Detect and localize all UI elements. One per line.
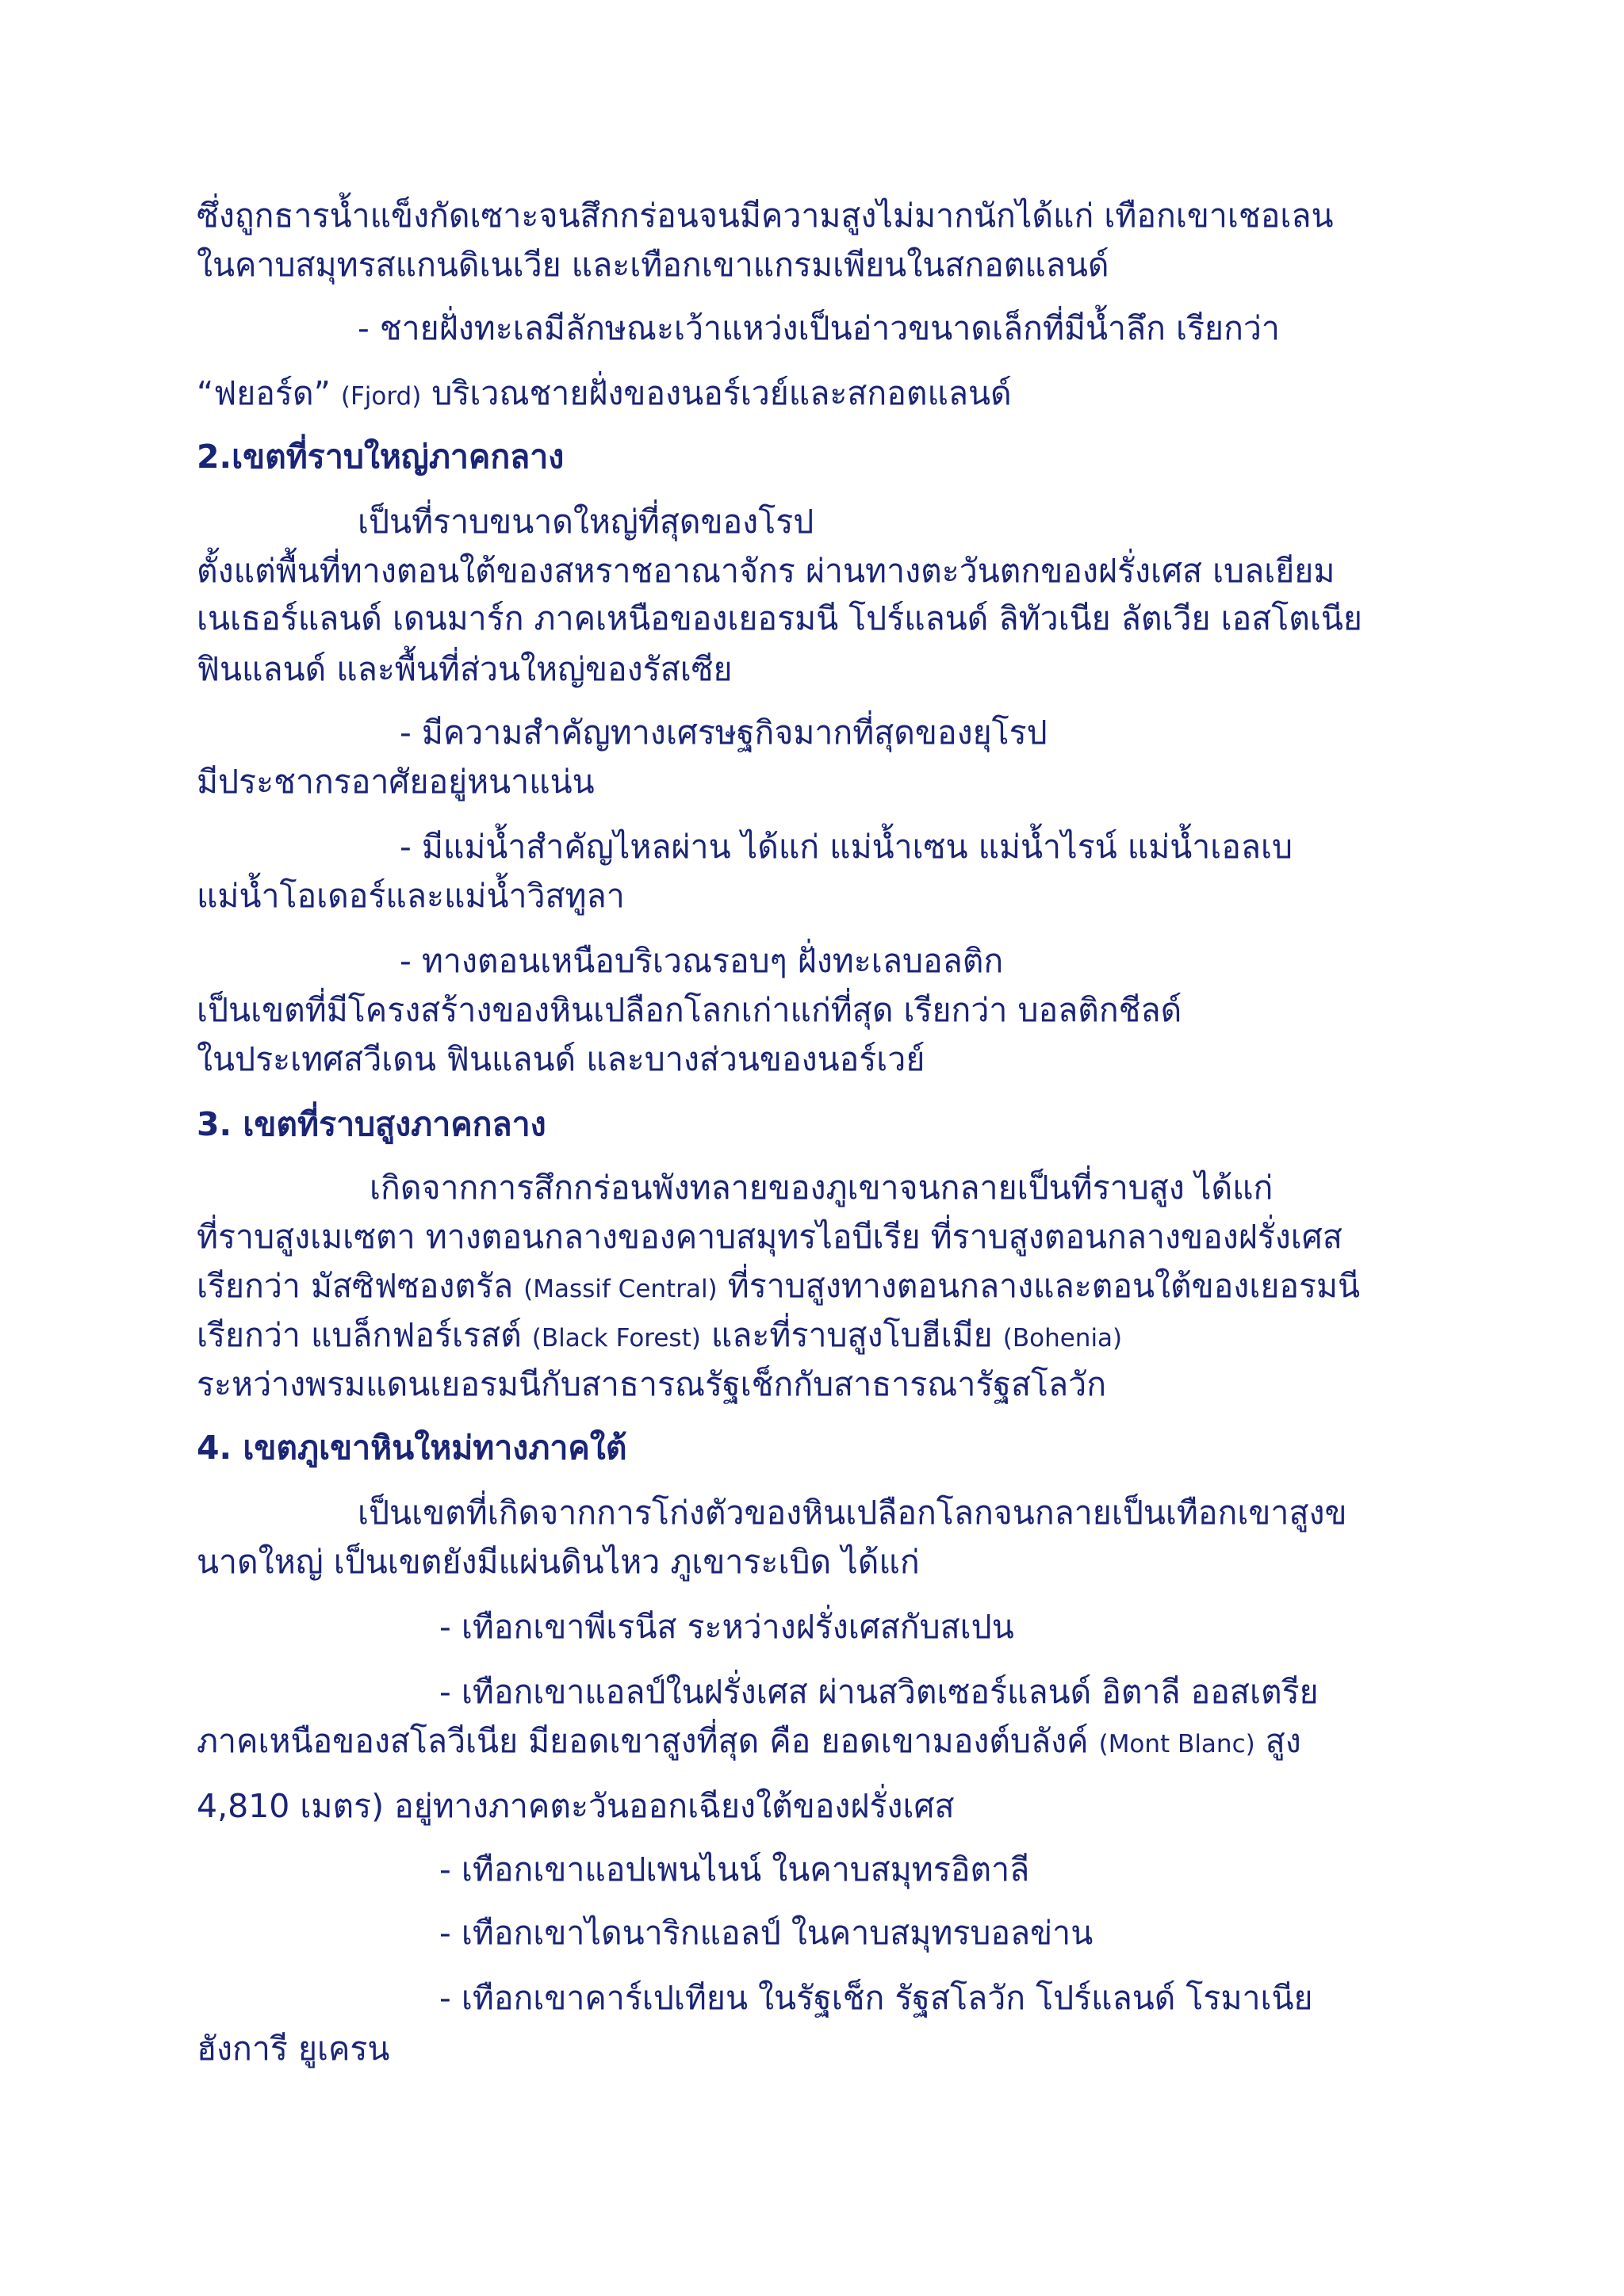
section-2-bullet-1b: มีประชากรอาศัยอยู่หนาแน่น: [197, 763, 595, 801]
section-2-bullet-2a: - มีแม่น้ำสำคัญไหลผ่าน ได้แก่ แม่น้ำเซน แม่น้ำไรน์ แม่น้ำเอลเบ: [400, 828, 1293, 866]
section-2-para-2: ตั้งแต่พื้นที่ทางตอนใต้ของสหราชอาณาจักร ผ่านทางตะวันตกของฝรั่งเศส เบลเยียม: [197, 552, 1335, 590]
section-2-para-3: เนเธอร์แลนด์ เดนมาร์ก ภาคเหนือของเยอรมนี โปร์แลนด์ ลิทัวเนีย ลัตเวีย เอสโตเนีย: [197, 599, 1362, 637]
section-4-bullet-1: - เทือกเขาพีเรนีส ระหว่างฝรั่งเศสกับสเปน: [439, 1608, 1014, 1646]
intro-line-2: ในคาบสมุทรสแกนดิเนเวีย และเทือกเขาแกรมเพียนในสกอตแลนด์: [197, 246, 1109, 284]
intro-bullet-fjord: - ชายฝั่งทะเลมีลักษณะเว้าแหว่งเป็นอ่าวขนาดเล็กที่มีน้ำลึก เรียกว่า: [358, 309, 1280, 347]
section-4-bullet-2c: 4,810 เมตร) อยู่ทางภาคตะวันออกเฉียงใต้ของฝรั่งเศส: [197, 1787, 955, 1825]
massif-central-english: (Massif Central): [523, 1275, 718, 1303]
section-4-bullet-4: - เทือกเขาไดนาริกแอลป์ ในคาบสมุทรบอลข่าน: [439, 1914, 1094, 1952]
bohemia-term: และที่ราบสูงโบฮีเมีย: [700, 1316, 1003, 1354]
black-forest-english: (Black Forest): [531, 1324, 701, 1353]
section-2-bullet-3b: เป็นเขตที่มีโครงสร้างของหินเปลือกโลกเก่าแก่ที่สุด เรียกว่า บอลติกชีลด์: [197, 991, 1182, 1029]
mont-blanc-description: ภาคเหนือของสโลวีเนีย มียอดเขาสูงที่สุด คือ ยอดเขามองต์บลังค์: [197, 1722, 1099, 1760]
section-3-para-2: ที่ราบสูงเมเซตา ทางตอนกลางของคาบสมุทรไอบีเรีย ที่ราบสูงตอนกลางของฝรั่งเศส: [197, 1218, 1342, 1256]
section-4-bullet-5b: ฮังการี ยูเครน: [197, 2030, 390, 2068]
section-3-para-5: ระหว่างพรมแดนเยอรมนีกับสาธารณรัฐเช็กกับสาธารณารัฐสโลวัก: [197, 1365, 1107, 1403]
section-4-bullet-5a: - เทือกเขาคาร์เปเทียน ในรัฐเช็ก รัฐสโลวัก โปร์แลนด์ โรมาเนีย: [439, 1979, 1313, 2017]
intro-line-fjord: [197, 371, 1012, 419]
section-2-bullet-3c: ในประเทศสวีเดน ฟินแลนด์ และบางส่วนของนอร์เวย์: [197, 1040, 925, 1078]
fjord-term: “ฟยอร์ด”: [197, 374, 341, 412]
section-3-para-3: [197, 1264, 1360, 1311]
section-4-bullet-2b: [197, 1719, 1301, 1766]
section-4-heading: 4. เขตภูเขาหินใหม่ทางภาคใต้: [197, 1429, 627, 1467]
massif-central-description: ที่ราบสูงทางตอนกลางและตอนใต้ของเยอรมนี: [717, 1267, 1361, 1305]
section-2-bullet-1a: - มีความสำคัญทางเศรษฐกิจมากที่สุดของยุโรป: [400, 714, 1048, 752]
section-4-para-1: เป็นเขตที่เกิดจากการโก่งตัวของหินเปลือกโลกจนกลายเป็นเทือกเขาสูงข: [358, 1494, 1347, 1532]
massif-central-term: เรียกว่า มัสซิฟซองตรัล: [197, 1267, 524, 1305]
section-2-bullet-2b: แม่น้ำโอเดอร์และแม่น้ำวิสทูลา: [197, 877, 625, 915]
mont-blanc-height-label: สูง: [1254, 1722, 1301, 1760]
fjord-description: บริเวณชายฝั่งของนอร์เวย์และสกอตแลนด์: [421, 374, 1012, 412]
section-3-heading: 3. เขตที่ราบสูงภาคกลาง: [197, 1105, 546, 1143]
bohemia-english: (Bohenia): [1002, 1324, 1123, 1353]
section-3-para-1: เกิดจากการสึกกร่อนพังทลายของภูเขาจนกลายเป็นที่ราบสูง ได้แก่: [370, 1169, 1274, 1207]
section-4-bullet-2a: - เทือกเขาแอลป์ในฝรั่งเศส ผ่านสวิตเซอร์แลนด์ อิตาลี ออสเตรีย: [439, 1673, 1319, 1711]
section-4-para-2: นาดใหญ่ เป็นเขตยังมีแผ่นดินไหว ภูเขาระเบิด ได้แก่: [197, 1543, 920, 1581]
section-3-para-4: [197, 1313, 1122, 1360]
section-2-bullet-3a: - ทางตอนเหนือบริเวณรอบๆ ฝั่งทะเลบอลติก: [400, 942, 1004, 980]
fjord-english: (Fjord): [340, 382, 422, 411]
section-2-para-1: เป็นที่ราบขนาดใหญ่ที่สุดของโรป: [358, 503, 814, 541]
section-2-heading: 2.เขตที่ราบใหญ่ภาคกลาง: [197, 438, 565, 476]
intro-line-1: ซึ่งถูกธารน้ำแข็งกัดเซาะจนสึกกร่อนจนมีความสูงไม่มากนักได้แก่ เทือกเขาเชอเลน: [197, 197, 1334, 235]
mont-blanc-english: (Mont Blanc): [1098, 1730, 1255, 1758]
black-forest-term: เรียกว่า แบล็กฟอร์เรสต์: [197, 1316, 532, 1354]
section-2-para-4: ฟินแลนด์ และพื้นที่ส่วนใหญ่ของรัสเซีย: [197, 650, 733, 688]
section-4-bullet-3: - เทือกเขาแอปเพนไนน์ ในคาบสมุทรอิตาลี: [439, 1850, 1030, 1888]
